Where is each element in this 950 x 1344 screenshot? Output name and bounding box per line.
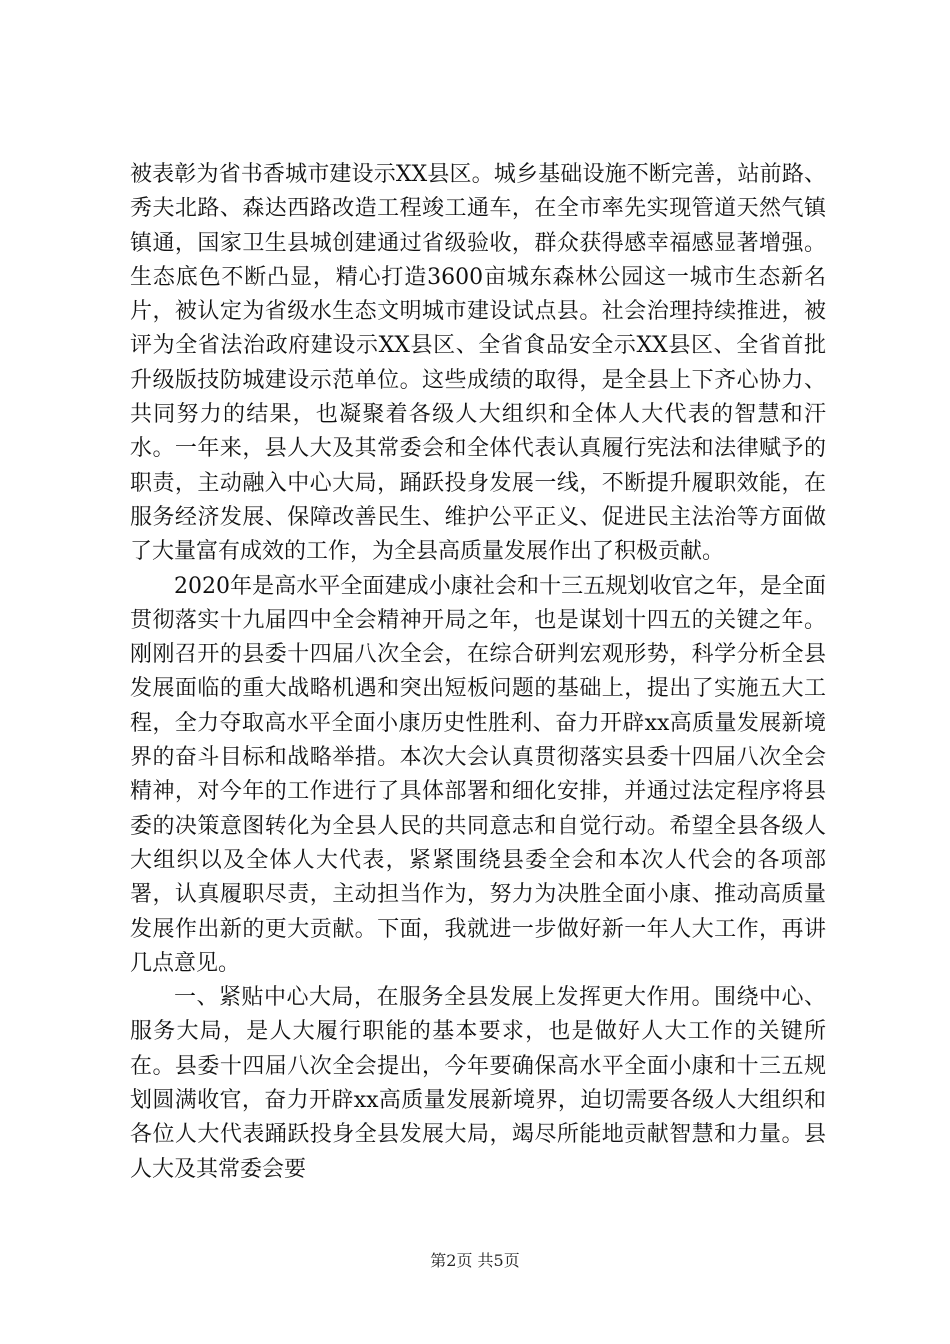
paragraph-1: 被表彰为省书香城市建设示XX县区。城乡基础设施不断完善，站前路、秀夫北路、森达西路改造工程竣工通车，在全市率先实现管道天然气镇镇通，国家卫生县城创建通过省级验收，群众获得感幸福感显著增强。生态底色不断凸显，精心打造3600亩城东森林公园这一城市生态新名片，被认定为省级水生态文明城市建设试点县。社会治理持续推进，被评为全省法治政府建设示XX县区、全省食品安全示XX县区、全省首批升级版技防城建设示范单位。这些成绩的取得，是全县上下齐心协力、共同努力的结果，也凝聚着各级人大组织和全体人大代表的智慧和汗水。一年来，县人大及其常委会和全体代表认真履行宪法和法律赋予的职责，主动融入中心大局，踊跃投身发展一线，不断提升履职效能，在服务经济发展、保障改善民生、维护公平正义、促进民主法治等方面做了大量富有成效的工作，为全县高质量发展作出了积极贡献。 xyxy=(130,162,826,565)
document-body xyxy=(130,158,826,1187)
page-number-footer: 第2页 共5页 xyxy=(430,1251,520,1270)
paragraph-3: 一、紧贴中心大局，在服务全县发展上发挥更大作用。围绕中心、服务大局，是人大履行职能的基本要求，也是做好人大工作的关键所在。县委十四届八次全会提出，今年要确保高水平全面小康和十三五规划圆满收官，奋力开辟xx高质量发展新境界，迫切需要各级人大组织和各位人大代表踊跃投身全县发展大局，竭尽所能地贡献智慧和力量。县人大及其常委会要 xyxy=(130,985,826,1182)
paragraph-2: 2020年是高水平全面建成小康社会和十三五规划收官之年，是全面贯彻落实十九届四中全会精神开局之年，也是谋划十四五的关键之年。刚刚召开的县委十四届八次全会，在综合研判宏观形势，科学分析全县发展面临的重大战略机遇和突出短板问题的基础上，提出了实施五大工程，全力夺取高水平全面小康历史性胜利、奋力开辟xx高质量发展新境界的奋斗目标和战略举措。本次大会认真贯彻落实县委十四届八次全会精神，对今年的工作进行了具体部署和细化安排，并通过法定程序将县委的决策意图转化为全县人民的共同意志和自觉行动。希望全县各级人大组织以及全体人大代表，紧紧围绕县委全会和本次人代会的各项部署，认真履职尽责，主动担当作为，努力为决胜全面小康、推动高质量发展作出新的更大贡献。下面，我就进一步做好新一年人大工作，再讲几点意见。 xyxy=(130,573,826,976)
